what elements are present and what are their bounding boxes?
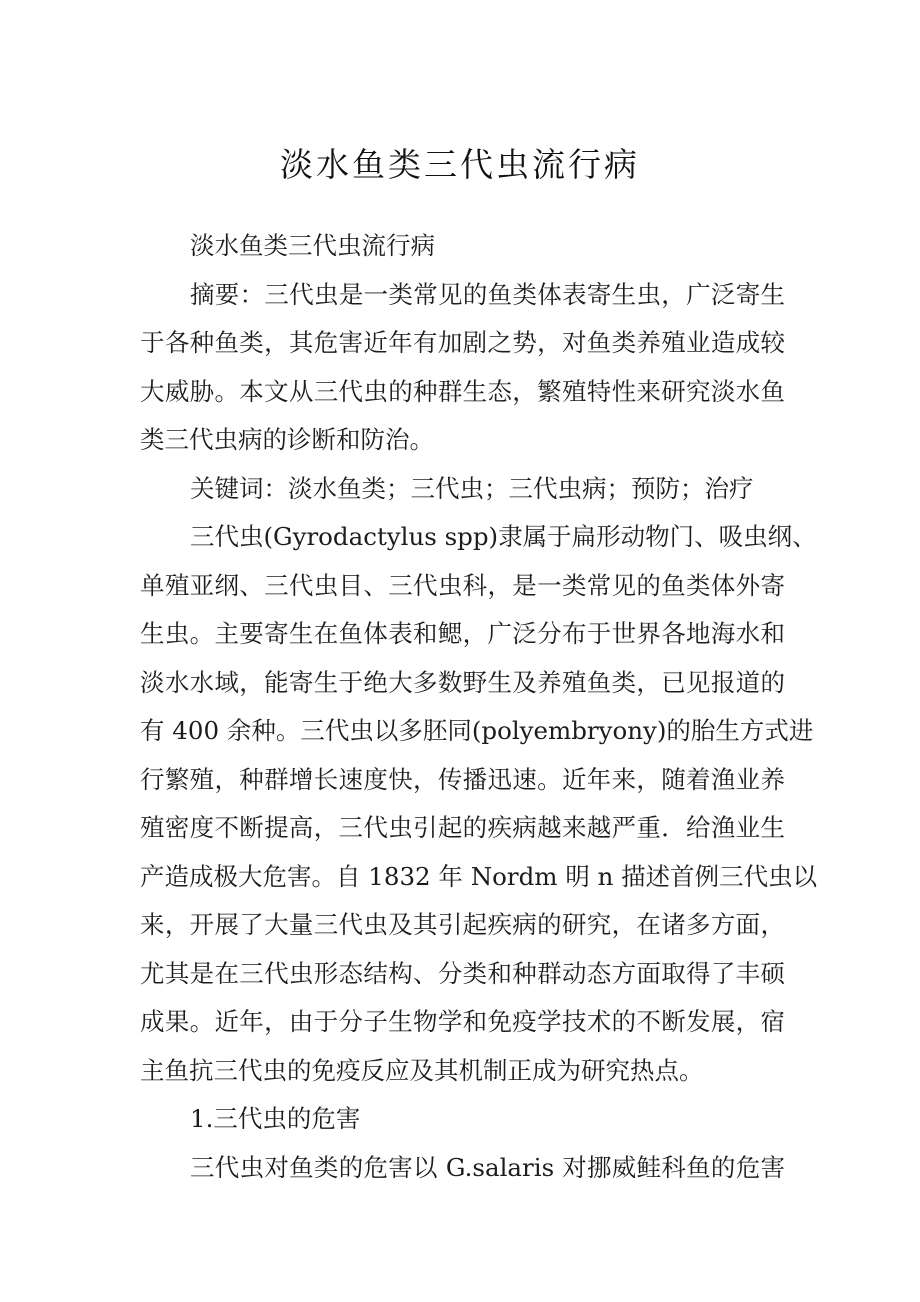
paragraph-subtitle [140,222,785,271]
text-line: 成果。近年，由于分子生物学和免疫学技术的不断发展，宿 [140,1007,785,1036]
section-heading [140,1095,785,1144]
text-line: 1.三代虫的危害 [190,1104,361,1133]
text-line: 淡水水域，能寄生于绝大多数野生及养殖鱼类，已见报道的 [140,667,785,697]
paragraph-introduction [140,513,818,1095]
text-line: 有 400 余种。三代虫以多胚同(polyembryony)的胎生方式进 [140,716,814,745]
paragraph-keywords [140,465,785,514]
text-line: 生虫。主要寄生在鱼体表和鳃，广泛分布于世界各地海水和 [140,619,785,648]
text-line: 主鱼抗三代虫的免疫反应及其机制正成为研究热点。 [140,1055,704,1085]
paragraph-abstract [140,271,785,465]
text-line: 尤其是在三代虫形态结构、分类和种群动态方面取得了丰硕 [140,958,785,988]
text-line: 殖密度不断提高，三代虫引起的疾病越来越严重．给渔业生 [140,813,785,842]
text-line: 三代虫对鱼类的危害以 G.salaris 对挪威鲑科鱼的危害 [190,1152,785,1182]
text-line: 单殖亚纲、三代虫目、三代虫科，是一类常见的鱼类体外寄 [140,570,785,600]
text-line: 大威胁。本文从三代虫的种群生态，繁殖特性来研究淡水鱼 [140,376,785,406]
text-line: 来，开展了大量三代虫及其引起疾病的研究，在诸多方面， [140,910,785,939]
document-body [140,222,818,1192]
text-line: 行繁殖，种群增长速度快，传播迅速。近年来，随着渔业养 [140,764,785,794]
text-line: 关键词：淡水鱼类；三代虫；三代虫病；预防；治疗 [190,473,754,503]
document-title: 淡水鱼类三代虫流行病 [280,145,640,184]
paragraph-section-body [140,1144,785,1193]
text-line: 淡水鱼类三代虫流行病 [190,231,435,260]
text-line: 摘要：三代虫是一类常见的鱼类体表寄生虫，广泛寄生 [190,279,785,309]
text-line: 于各种鱼类，其危害近年有加剧之势，对鱼类养殖业造成较 [140,328,785,357]
text-line: 类三代虫病的诊断和防治。 [140,425,434,454]
text-line: 产造成极大危害。自 1832 年 Nordm 明 n 描述首例三代虫以 [140,861,818,891]
text-line: 三代虫(Gyrodactylus spp)隶属于扁形动物门、吸虫纲、 [190,522,817,551]
